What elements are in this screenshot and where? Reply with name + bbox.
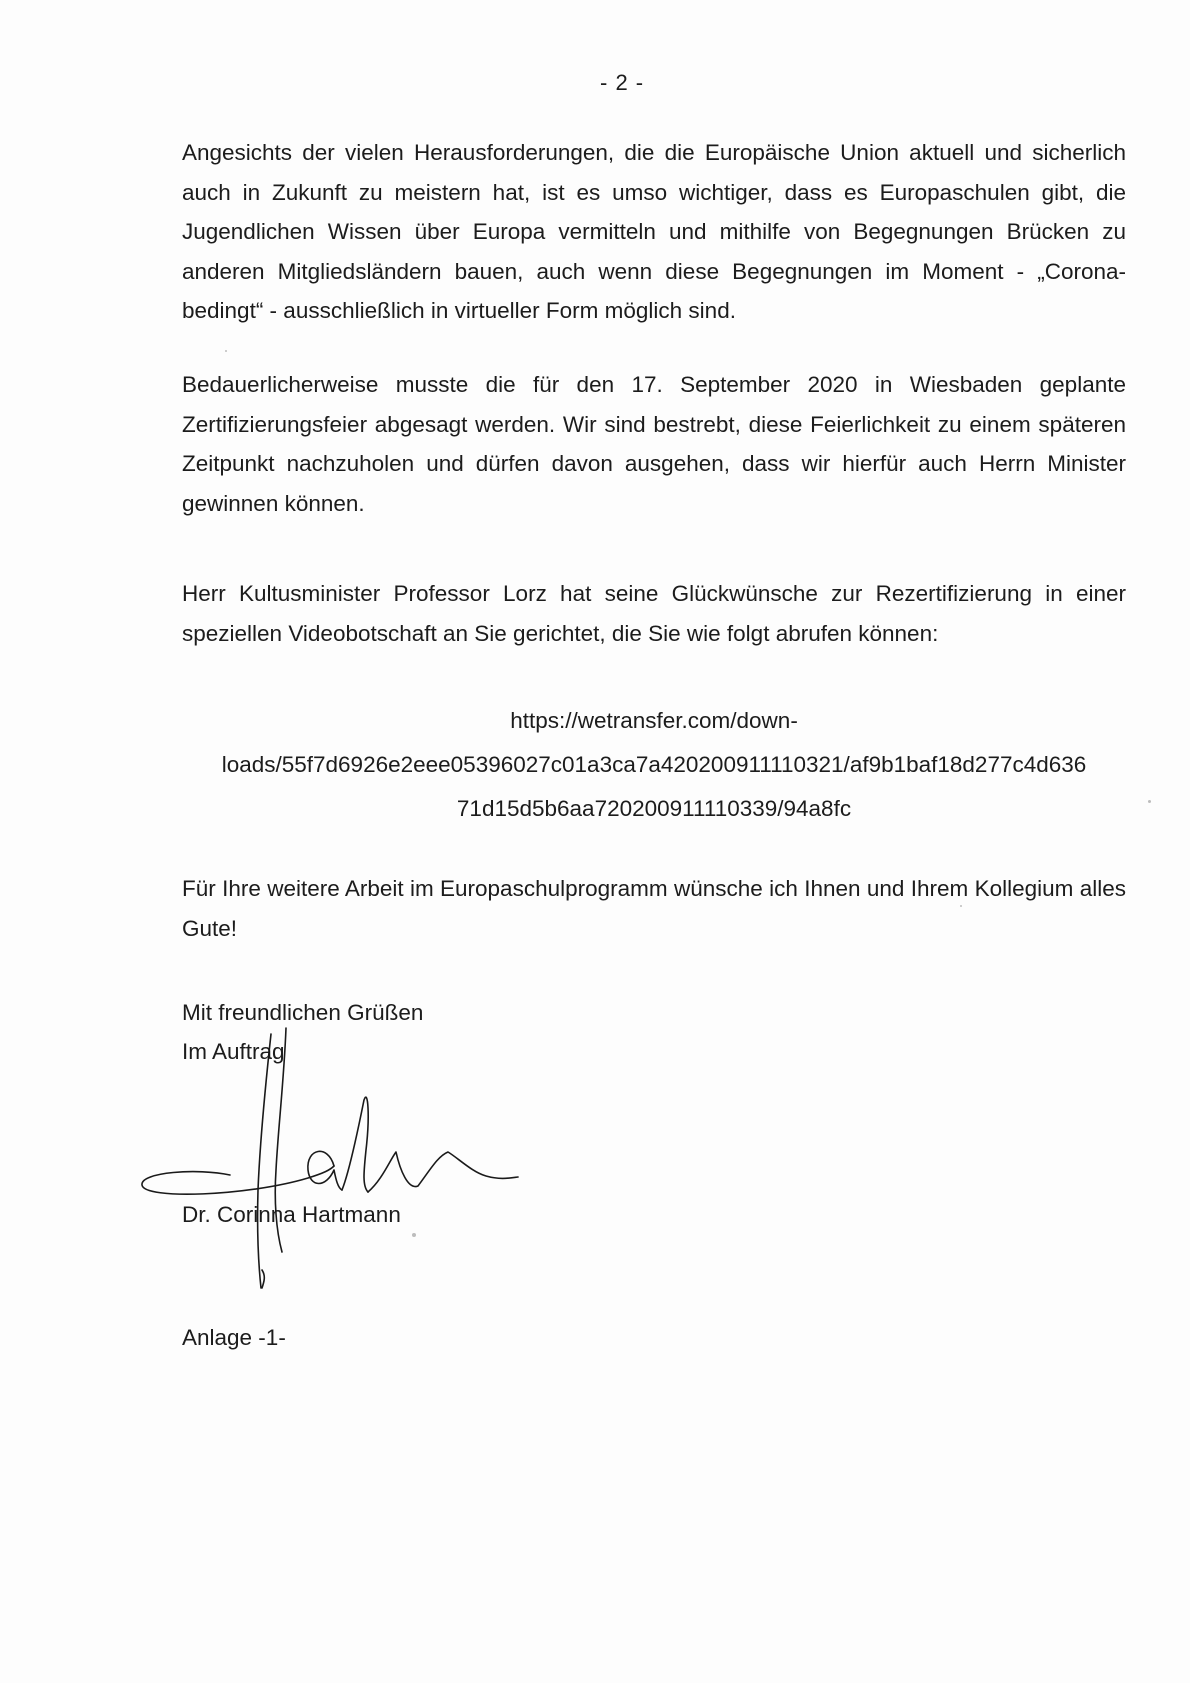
- paragraph-wishes: Für Ihre weitere Arbeit im Europaschulprogramm wünsche ich Ihnen und Ihrem Kollegium alles Gute!: [182, 876, 1126, 941]
- scan-speck: [1148, 800, 1151, 803]
- page-number: - 2 -: [600, 70, 645, 95]
- scan-speck: [225, 350, 227, 352]
- signer-name: Dr. Corinna Hartmann: [182, 1202, 401, 1227]
- video-link-line[interactable]: 71d15d5b6aa720200911110339/94a8fc: [456, 796, 852, 821]
- video-link[interactable]: [182, 699, 1126, 831]
- paragraph-ceremony-cancelled: Bedauerlicherweise musste die für den 17. September 2020 in Wiesbaden geplante Zertifizierungsfeier abgesagt werden. Wir sind bestrebt, diese Feierlichkeit zu einem späteren Zeitpunkt nachzuholen und dürfen davon ausgehen, dass wir hierfür auch Herrn Minister gewinnen können.: [182, 372, 1126, 516]
- scan-speck: [960, 905, 962, 907]
- video-link-line[interactable]: https://wetransfer.com/down-: [510, 708, 798, 733]
- closing-block: [182, 993, 423, 1071]
- on-behalf-note: Im Auftrag: [182, 1039, 285, 1064]
- salutation: Mit freundlichen Grüßen: [182, 1000, 424, 1025]
- video-link-line[interactable]: loads/55f7d6926e2eee05396027c01a3ca7a420200911110321/af9b1baf18d277c4d636: [221, 752, 1087, 777]
- attachment-note: Anlage -1-: [182, 1325, 286, 1350]
- scan-speck: [412, 1233, 416, 1237]
- paragraph-challenges: Angesichts der vielen Herausforderungen, die die Europäische Union aktuell und sicherlich auch in Zukunft zu meistern hat, ist es umso wichtiger, dass es Europaschulen gibt, die Jugendlichen Wissen über Europa vermitteln und mithilfe von Begegnungen Brücken zu anderen Mitgliedsländern bauen, auch wenn diese Begegnungen im Moment - „Corona-bedingt“ - ausschließlich in virtueller Form möglich sind.: [182, 140, 1126, 323]
- paragraph-video-message: Herr Kultusminister Professor Lorz hat seine Glückwünsche zur Rezertifizierung in einer speziellen Videobotschaft an Sie gerichtet, die Sie wie folgt abrufen können:: [182, 581, 1126, 646]
